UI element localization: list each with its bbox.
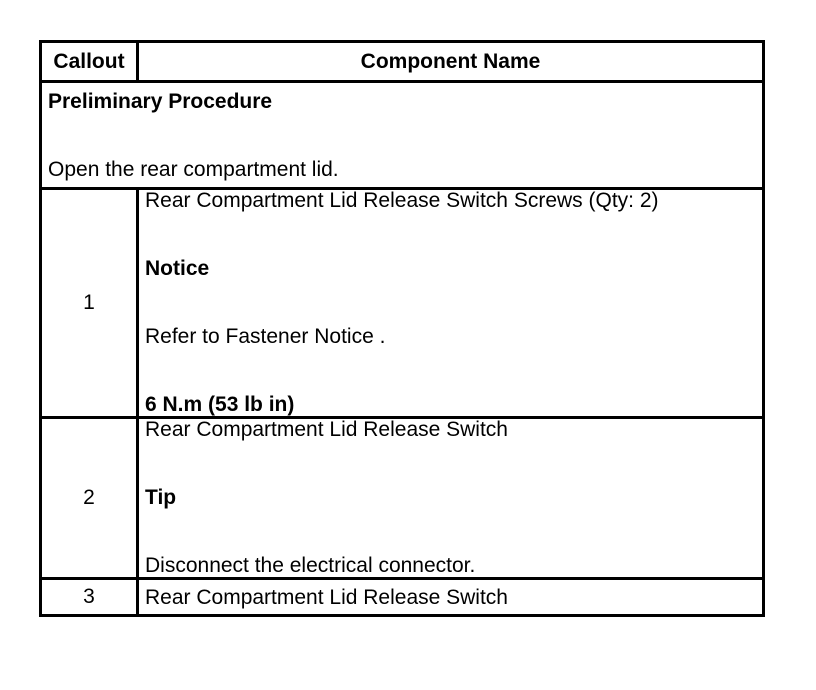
callout-number: 1 bbox=[41, 189, 138, 418]
header-row bbox=[41, 42, 764, 82]
table-row bbox=[41, 189, 764, 418]
preliminary-cell bbox=[41, 82, 764, 189]
header-callout: Callout bbox=[41, 42, 138, 82]
component-name: Rear Compartment Lid Release Switch bbox=[145, 418, 508, 441]
torque-spec: 6 N.m (53 lb in) bbox=[145, 393, 295, 416]
callout-number: 2 bbox=[41, 418, 138, 579]
preliminary-text: Open the rear compartment lid. bbox=[48, 158, 339, 181]
notice-text: Refer to Fastener Notice . bbox=[145, 325, 386, 348]
table-row bbox=[41, 579, 764, 616]
preliminary-heading: Preliminary Procedure bbox=[48, 90, 273, 113]
component-cell bbox=[138, 189, 764, 418]
component-name: Rear Compartment Lid Release Switch bbox=[145, 586, 508, 609]
tip-text: Disconnect the electrical connector. bbox=[145, 554, 476, 577]
preliminary-row bbox=[41, 82, 764, 189]
tip-label: Tip bbox=[145, 486, 177, 509]
notice-label: Notice bbox=[145, 257, 210, 280]
header-component-name: Component Name bbox=[138, 42, 764, 82]
table-row bbox=[41, 418, 764, 579]
component-table bbox=[39, 40, 765, 617]
callout-number: 3 bbox=[41, 579, 138, 616]
component-cell bbox=[138, 418, 764, 579]
component-cell bbox=[138, 579, 764, 616]
component-name: Rear Compartment Lid Release Switch Screws (Qty: 2) bbox=[145, 189, 659, 212]
